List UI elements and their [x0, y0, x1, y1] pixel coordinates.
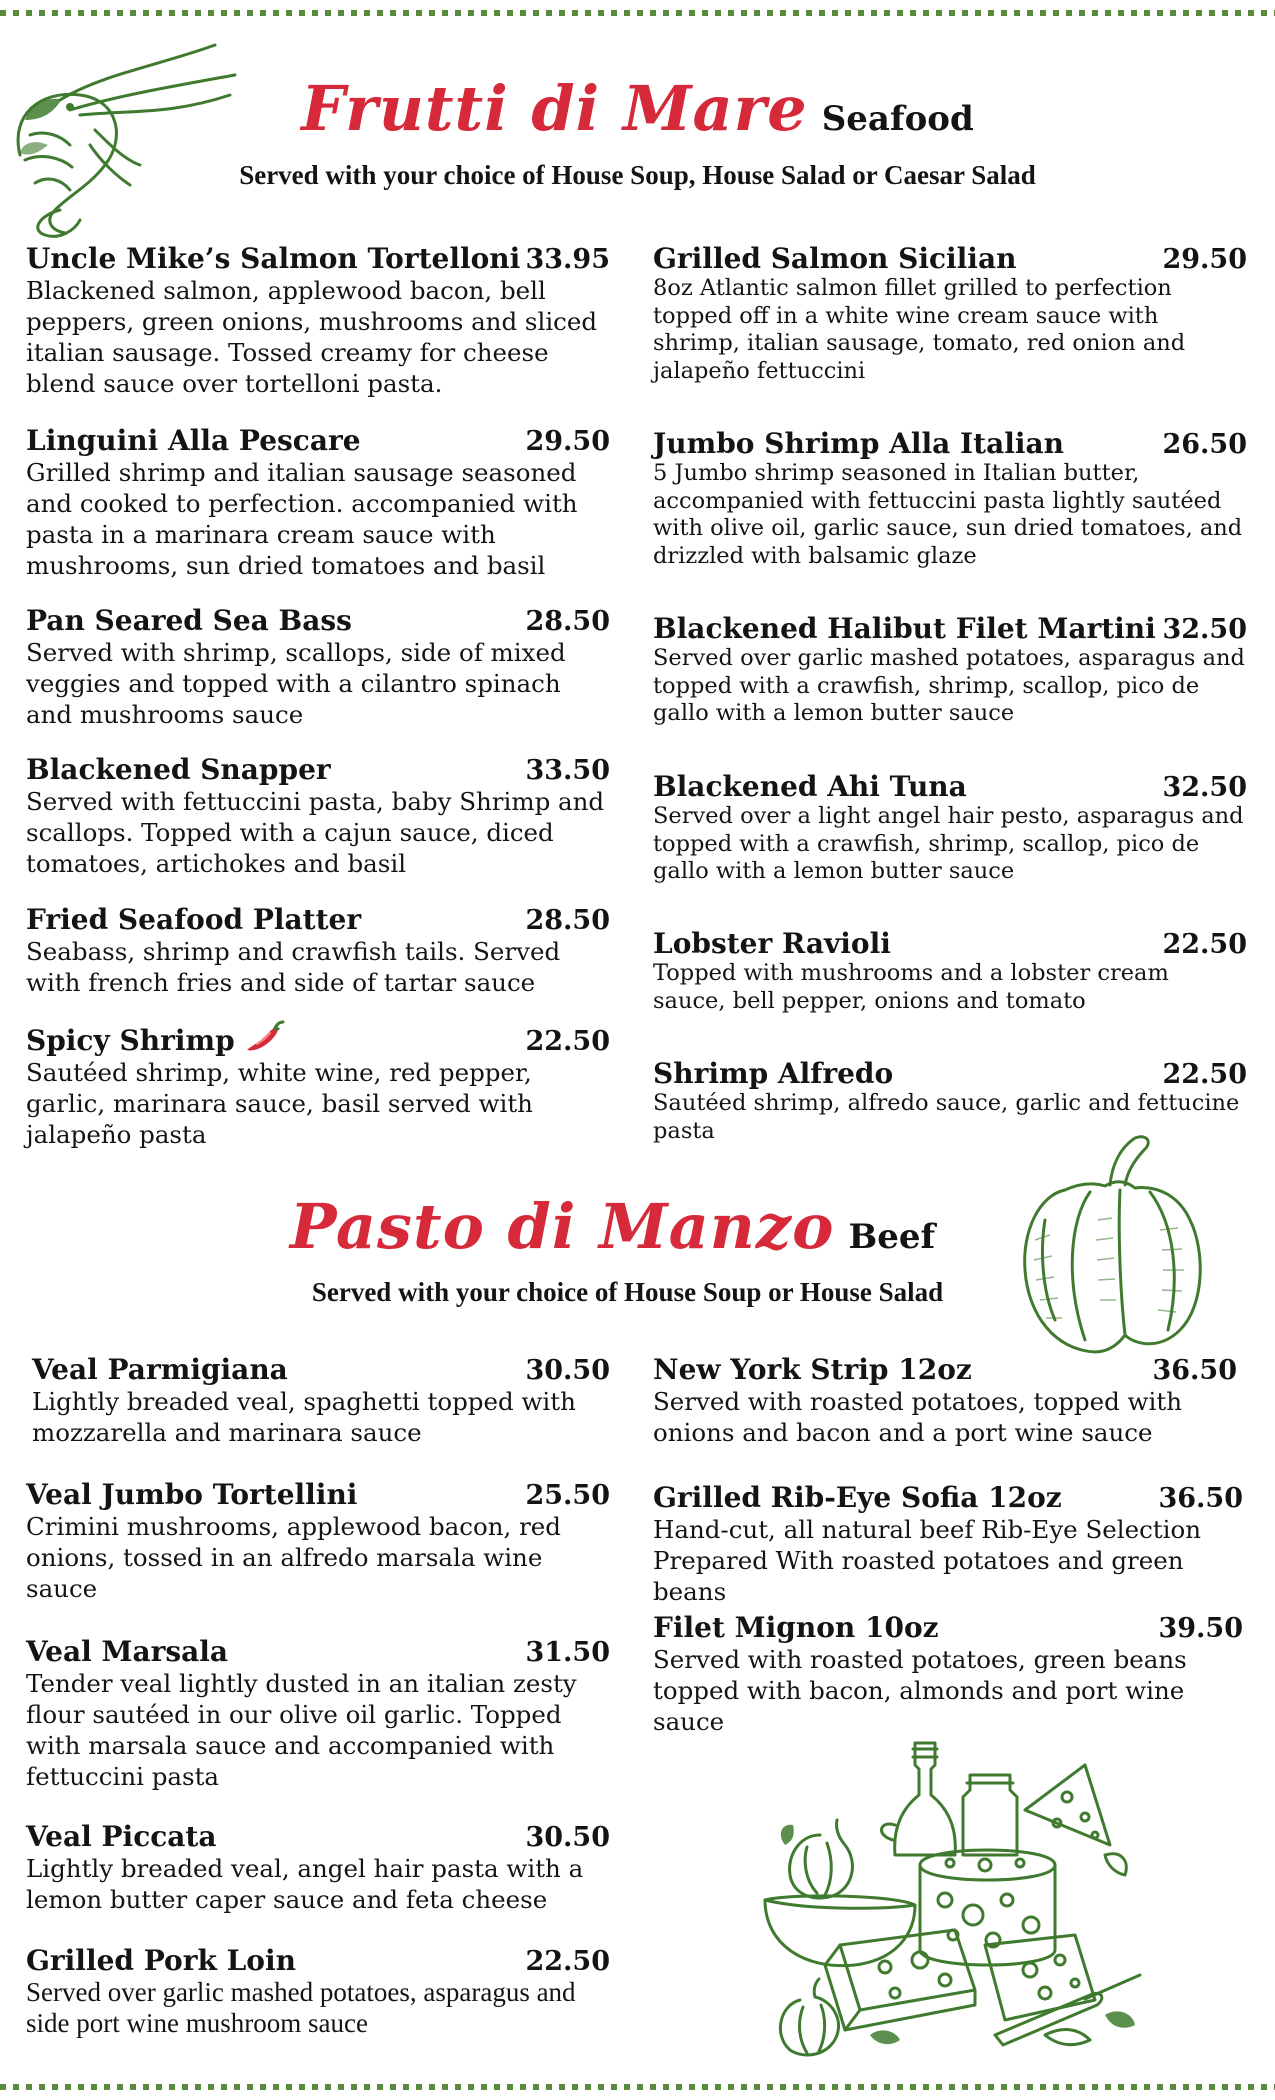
item-name: Shrimp Alfredo [653, 1057, 894, 1090]
item-description: Hand-cut, all natural beef Rib-Eye Selection Prepared With roasted potatoes and green beans [653, 1515, 1201, 1606]
item-name: Jumbo Shrimp Alla Italian [653, 427, 1064, 460]
item-name: Pan Seared Sea Bass [26, 604, 352, 637]
item-description: Crimini mushrooms, applewood bacon, red onions, tossed in an alfredo marsala wine sauce [26, 1512, 561, 1603]
item-price: 30.50 [525, 1355, 610, 1386]
item-price: 32.50 [1162, 772, 1247, 803]
item-price: 36.50 [1152, 1355, 1237, 1386]
item-description: Lightly breaded veal, spaghetti topped with mozzarella and marinara sauce [32, 1387, 576, 1447]
item-description: Sautéed shrimp, alfredo sauce, garlic and fettucine pasta [653, 1090, 1240, 1144]
item-description: Served with shrimp, scallops, side of mixed veggies and topped with a cilantro spinach and mushrooms sauce [26, 638, 566, 729]
beef-english-title: Beef [848, 1217, 936, 1257]
item-description: Served with roasted potatoes, topped with onions and bacon and a port wine sauce [653, 1387, 1182, 1447]
item-description: Served with roasted potatoes, green beans topped with bacon, almonds and port wine sauce [653, 1645, 1187, 1736]
menu-item [26, 424, 610, 581]
item-name: Lobster Ravioli [653, 927, 891, 960]
seafood-script-title: Frutti di Mare [301, 72, 808, 145]
menu-item [653, 1481, 1243, 1607]
item-price: 32.50 [1162, 614, 1247, 645]
cheese-and-oil-illustration [745, 1735, 1155, 2060]
item-name: Veal Parmigiana [32, 1353, 288, 1386]
menu-item [26, 1020, 610, 1150]
beef-subtitle: Served with your choice of House Soup or House Salad [311, 1277, 944, 1307]
item-price: 25.50 [525, 1480, 610, 1511]
beef-heading [0, 1190, 1250, 1263]
item-price: 29.50 [525, 426, 610, 457]
item-name: Blackened Ahi Tuna [653, 770, 967, 803]
menu-item [653, 1611, 1243, 1737]
bottom-dotted-border [0, 2082, 1275, 2092]
menu-item [653, 612, 1247, 728]
chili-pepper-icon [241, 1020, 287, 1056]
item-description: Seabass, shrimp and crawfish tails. Served with french fries and side of tartar sauce [26, 937, 561, 997]
item-name: Veal Jumbo Tortellini [26, 1478, 358, 1511]
item-description: Grilled shrimp and italian sausage seasoned and cooked to perfection. accompanied with pasta in a marinara cream sauce with mushrooms, sun dried tomatoes and basil [26, 458, 578, 580]
item-name: Spicy Shrimp [26, 1024, 235, 1057]
menu-item [26, 753, 610, 879]
item-price: 28.50 [525, 905, 610, 936]
menu-item [653, 927, 1247, 1015]
item-description: 8oz Atlantic salmon fillet grilled to perfection topped off in a white wine cream sauce with shrimp, italian sausage, tomato, red onion and jalapeño fettuccini [653, 275, 1186, 384]
seafood-subtitle: Served with your choice of House Soup, House Salad or Caesar Salad [239, 160, 1036, 190]
item-name: Fried Seafood Platter [26, 903, 362, 936]
item-price: 26.50 [1162, 429, 1247, 460]
item-price: 22.50 [1162, 929, 1247, 960]
item-description: Tender veal lightly dusted in an italian zesty flour sautéed in our olive oil garlic. Topped with marsala sauce and accompanied with fettuccini pasta [26, 1669, 577, 1791]
item-description: Sautéed shrimp, white wine, red pepper, garlic, marinara sauce, basil served with jalapeño pasta [26, 1058, 533, 1149]
item-name: Blackened Snapper [26, 753, 331, 786]
item-name: Filet Mignon 10oz [653, 1611, 939, 1644]
menu-item [26, 903, 610, 998]
item-price: 33.50 [525, 755, 610, 786]
menu-item [26, 1478, 610, 1604]
menu-item [653, 427, 1247, 570]
item-price: 36.50 [1158, 1483, 1243, 1514]
top-dotted-border [0, 8, 1275, 18]
menu-item [653, 770, 1247, 886]
seafood-heading [0, 72, 1275, 145]
item-description: 5 Jumbo shrimp seasoned in Italian butter, accompanied with fettuccini pasta lightly sautéed with olive oil, garlic sauce, sun dried tomatoes, and drizzled with balsamic glaze [653, 460, 1243, 569]
item-name: Grilled Salmon Sicilian [653, 242, 1017, 275]
menu-item [653, 242, 1247, 385]
item-description: Served over a light angel hair pesto, asparagus and topped with a crawfish, shrimp, scallop, pico de gallo with a lemon butter sauce [653, 803, 1244, 884]
item-price: 30.50 [525, 1822, 610, 1853]
item-description: Served with fettuccini pasta, baby Shrimp and scallops. Topped with a cajun sauce, diced tomatoes, artichokes and basil [26, 787, 605, 878]
item-description: Lightly breaded veal, angel hair pasta with a lemon butter caper sauce and feta cheese [26, 1854, 584, 1914]
item-name: Linguini Alla Pescare [26, 424, 361, 457]
item-price: 39.50 [1158, 1613, 1243, 1644]
item-name: Veal Piccata [26, 1820, 217, 1853]
item-name: Veal Marsala [26, 1635, 229, 1668]
item-price: 29.50 [1162, 244, 1247, 275]
item-price: 22.50 [525, 1946, 610, 1977]
menu-item [26, 1635, 610, 1792]
item-price: 22.50 [525, 1026, 610, 1057]
menu-item [26, 242, 610, 399]
item-description: Blackened salmon, applewood bacon, bell peppers, green onions, mushrooms and sliced italian sausage. Tossed creamy for cheese blend sauce over tortelloni pasta. [26, 276, 598, 398]
item-price: 22.50 [1162, 1059, 1247, 1090]
item-name: Blackened Halibut Filet Martini [653, 612, 1156, 645]
menu-item [32, 1353, 610, 1448]
menu-item [26, 1820, 610, 1915]
menu-item [26, 604, 610, 730]
item-description: Topped with mushrooms and a lobster cream sauce, bell pepper, onions and tomato [653, 960, 1169, 1014]
menu-item [26, 1944, 610, 2039]
item-price: 33.95 [525, 244, 610, 275]
item-name: New York Strip 12oz [653, 1353, 972, 1386]
item-name: Grilled Pork Loin [26, 1944, 296, 1977]
menu-item [653, 1353, 1237, 1448]
item-description: Served over garlic mashed potatoes, asparagus and topped with a crawfish, shrimp, scallop, pico de gallo with a lemon butter sauce [653, 645, 1245, 726]
beef-script-title: Pasto di Manzo [289, 1190, 835, 1263]
item-price: 31.50 [525, 1637, 610, 1668]
item-name: Uncle Mike’s Salmon Tortelloni [26, 242, 521, 275]
seafood-english-title: Seafood [821, 99, 974, 139]
item-description: Served over garlic mashed potatoes, asparagus and side port wine mushroom sauce [26, 1977, 576, 2038]
item-price: 28.50 [525, 606, 610, 637]
item-name: Grilled Rib-Eye Sofia 12oz [653, 1481, 1062, 1514]
